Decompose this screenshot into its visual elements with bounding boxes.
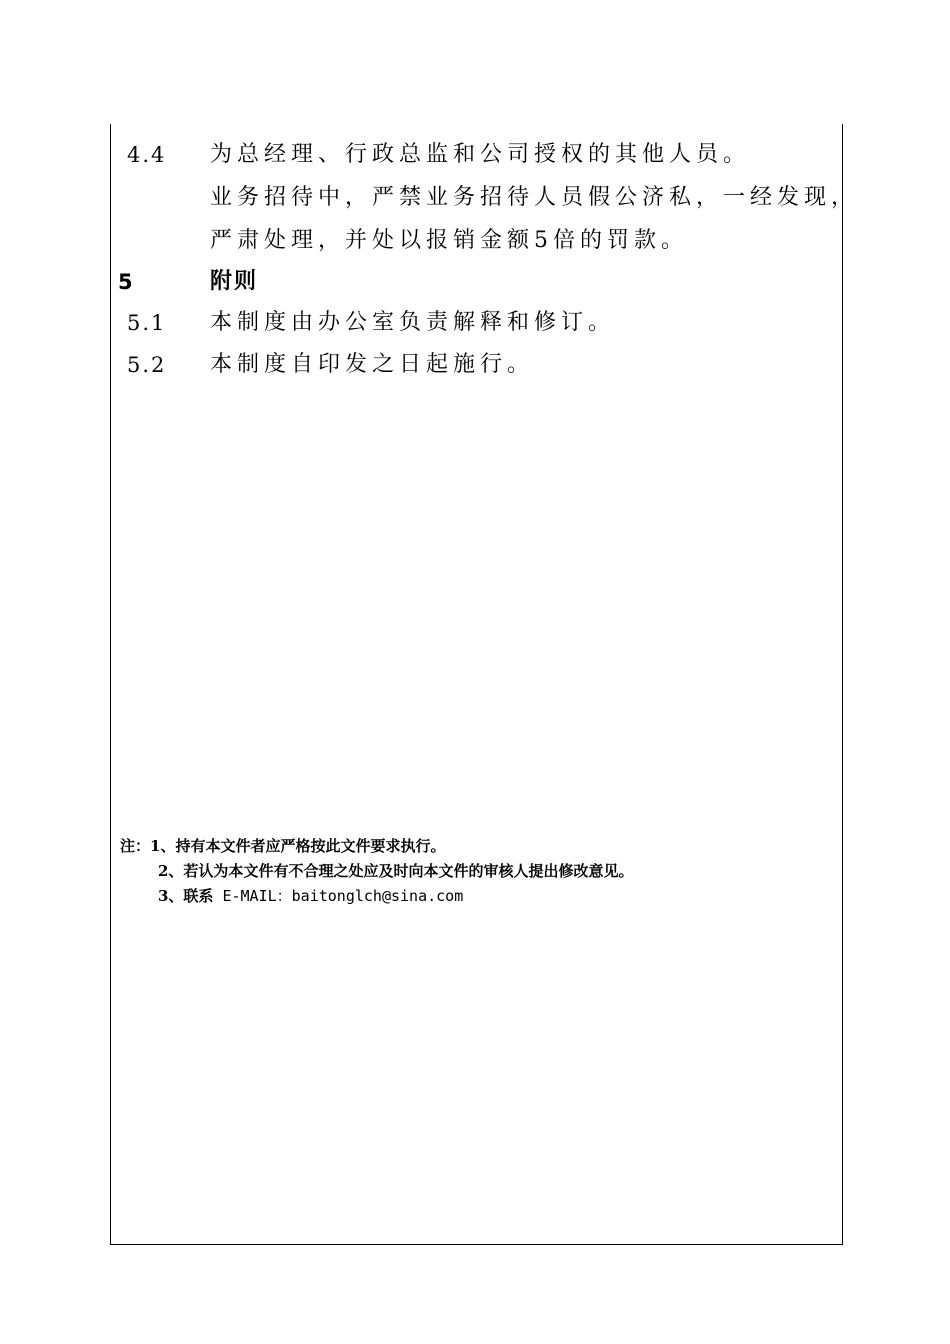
notes-item: 1、持有本文件者应严格按此文件要求执行。: [150, 837, 446, 855]
section-text: 本制度由办公室负责解释和修订。: [210, 310, 616, 335]
notes-line-1: [120, 834, 445, 858]
section-number: 5.1: [127, 311, 167, 335]
section-text: 业务招待中，严禁业务招待人员假公济私，一经发现，: [210, 185, 859, 210]
contact-email: E-MAIL：baitonglch@sina.com: [213, 887, 464, 905]
section-number: 5: [118, 270, 135, 294]
notes-line-3: [158, 884, 463, 908]
section-text: 本制度自印发之日起施行。: [210, 352, 535, 377]
section-number: 5.2: [127, 353, 167, 377]
section-text: 严肃处理，并处以报销金额5倍的罚款。: [210, 228, 688, 253]
notes-item: 3、联系: [158, 887, 214, 905]
notes-prefix: 注：: [120, 837, 151, 855]
section-heading: 附则: [210, 269, 259, 294]
section-text: 为总经理、行政总监和公司授权的其他人员。: [210, 142, 751, 167]
notes-item: 2、若认为本文件有不合理之处应及时向本文件的审核人提出修改意见。: [158, 862, 634, 880]
notes-line-2: [158, 859, 633, 883]
section-number: 4.4: [127, 143, 167, 167]
